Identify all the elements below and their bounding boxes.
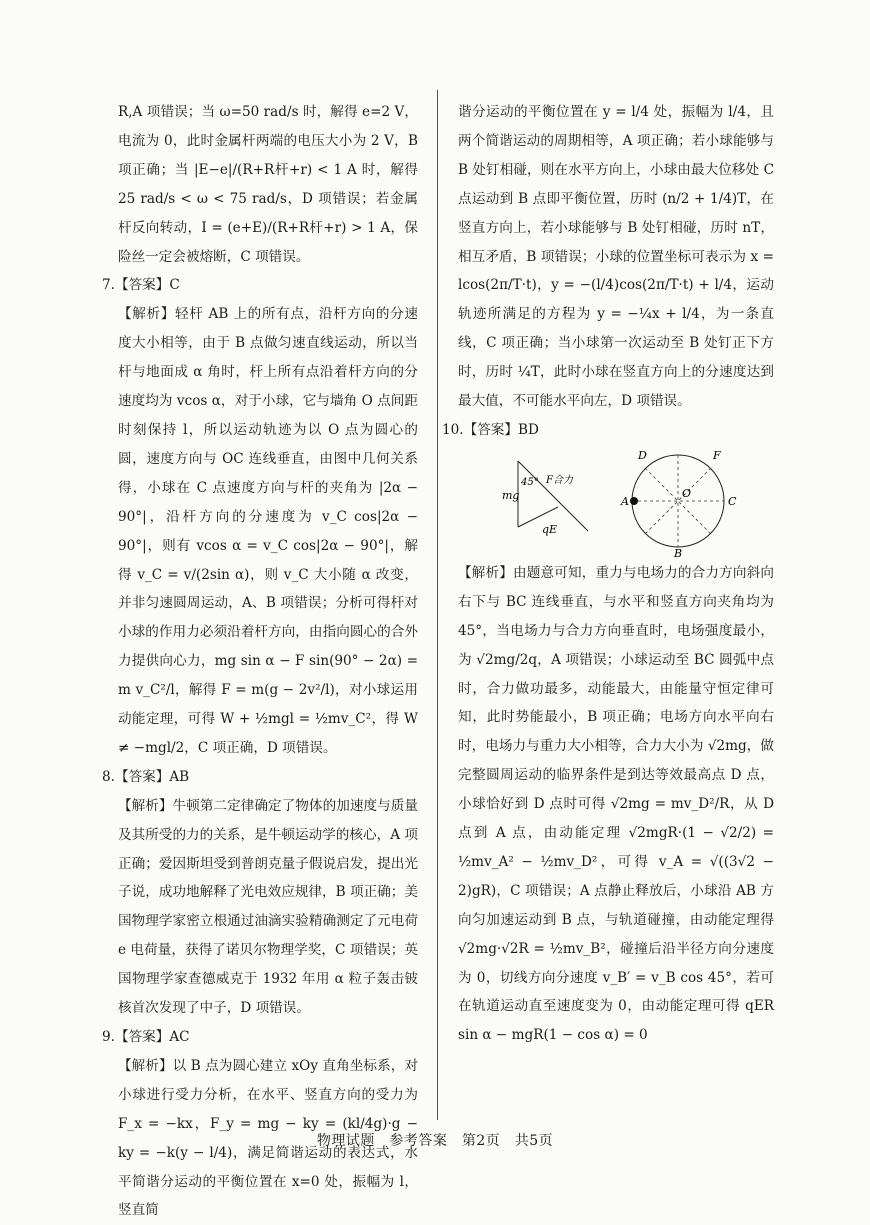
label-mg: mg	[502, 488, 520, 502]
analysis-q9-cont: 谐分运动的平衡位置在 y = l/4 处，振幅为 l/4，且两个简谐运动的周期相等，A 项正确；若小球能够与 B 处钉相碰，则在水平方向上，小球由最大位移处 C 点运动到 B 点即平衡位置，历时 (n/2 + 1/4)T，在竖直方向上，若小球能够与 B 处钉相碰，历时 nT，相互矛盾，B 项错误；小球的位置坐标可表示为 x = lcos(2π/T·t)，y = −(l/4)cos(2π/T·t) + l/4，运动轨迹所满足的方程为 y = −¼x + l/4，为一条直线，C 项正确；当小球第一次运动至 B 处钉正下方时，历时 ¼T，此时小球在竖直方向上的分速度达到最大值，不可能水平向左，D 项错误。	[458, 104, 774, 410]
answer-q7: 7.【答案】C	[102, 277, 180, 294]
circle-diagram	[630, 455, 724, 547]
label-O: O	[682, 486, 692, 500]
analysis-q10: 【解析】由题意可知，重力与电场力的合力方向斜向右下与 BC 连线垂直，与水平和竖直方向夹角均为 45°，当电场力与合力方向垂直时，电场强度最小，为 √2mg/2q，A 项错误；小球运动至 BC 圆弧中点时，合力做功最多，动能最大，由能量守恒定律可知，此时势能最小，B 项正确；电场方向水平向右时，电场力与重力大小相等，合力大小为 √2mg，做完整圆周运动的临界条件是到达等效最高点 D 点，小球恰好到 D 点时可得 √2mg = mv_D²/R，从 D 点到 A 点，由动能定理 √2mgR·(1 − √2/2) = ½mv_A² − ½mv_D²，可得 v_A = √((3√2 − 2)gR)，C 项错误；A 点静止释放后，小球沿 AB 方向匀加速运动到 B 点，与轨道碰撞，由动能定理得 √2mg·√2R = ½mv_B²，碰撞后沿半径方向分速度为 0，切线方向分速度 v_B′ = v_B cos 45°，若可在轨道运动直至速度变为 0，由动能定理可得 qER sin α − mgR(1 − cos α) = 0	[458, 564, 774, 1044]
analysis-q8: 【解析】牛顿第二定律确定了物体的加速度与质量及其所受的力的关系，是牛顿运动学的核心，A 项正确；爱因斯坦受到普朗克量子假说启发，提出光子说，成功地解释了光电效应规律，B 项正确；美国物理学家密立根通过油滴实验精确测定了元电荷 e 电荷量，获得了诺贝尔物理学奖，C 项错误；英国物理学家查德威克于 1932 年用 α 粒子轰击铍核首次发现了中子，D 项错误。	[118, 797, 418, 1017]
left-column	[102, 98, 418, 1225]
q10-figure	[458, 449, 774, 557]
paragraph-q6-cont: R,A 项错误；当 ω=50 rad/s 时，解得 e=2 V，电流为 0，此时金属杆两端的电压大小为 2 V，B 项正确；当 |E−e|/(R+R杆+r) < 1 A 时，解得 25 rad/s < ω < 75 rad/s，D 项错误；若金属杆反向转动，I = (e+E)/(R+R杆+r) > 1 A，保险丝一定会被熔断，C 项错误。	[118, 104, 418, 265]
answer-q10: 10.【答案】BD	[442, 421, 539, 438]
label-45: 45°	[521, 476, 539, 488]
q10-diagram	[458, 449, 774, 557]
ball-at-A	[630, 497, 638, 505]
force-triangle	[518, 461, 588, 531]
label-D: D	[638, 448, 647, 462]
answer-q8: 8.【答案】AB	[102, 768, 190, 785]
answer-q9: 9.【答案】AC	[102, 1029, 190, 1045]
label-A: A	[621, 494, 629, 508]
label-qE: qE	[542, 522, 558, 536]
right-column	[442, 98, 774, 1050]
analysis-q7: 【解析】轻杆 AB 上的所有点，沿杆方向的分速度大小相等，由于 B 点做匀速直线运动，所以当杆与地面成 α 角时，杆上所有点沿着杆方向的分速度均为 vcos α，对于小球，它与墙角 O 点间距时刻保持 l，所以运动轨迹为以 O 点为圆心的圆，速度方向与 OC 连线垂直，由图中几何关系得，小球在 C 点速度方向与杆的夹角为 |2α − 90°|，沿杆方向的分速度为 v_C cos|2α − 90°|，则有 vcos α = v_C cos|2α − 90°|，解得 v_C = v/(2sin α)，则 v_C 大小随 α 改变，并非匀速圆周运动，A、B 项错误；分析可得杆对小球的作用力必须沿着杆方向，由指向圆心的合外力提供向心力，mg sin α − F sin(90° − 2α) = m v_C²/l，解得 F = m(g − 2v²/l)，对小球运用动能定理，可得 W + ½mgl = ½mv_C²，得 W ≠ −mgl/2，C 项正确，D 项错误。	[118, 306, 418, 756]
column-divider	[437, 90, 438, 1120]
label-F: F	[713, 448, 721, 462]
analysis-q9: 【解析】以 B 点为圆心建立 xOy 直角坐标系，对小球进行受力分析，在水平、竖直方向的受力为 F_x = −kx，F_y = mg − ky = (kl/4g)·g − ky = −k(y − l/4)，满足简谐运动的表达式，水平简谐分运动的平衡位置在 x=0 处，振幅为 l，竖直简	[118, 1057, 418, 1219]
page-footer: 物理试题 参考答案 第2页 共5页	[316, 1133, 554, 1149]
label-B: B	[674, 546, 683, 557]
label-C: C	[728, 494, 737, 508]
label-F-resultant: F合力	[546, 474, 573, 486]
